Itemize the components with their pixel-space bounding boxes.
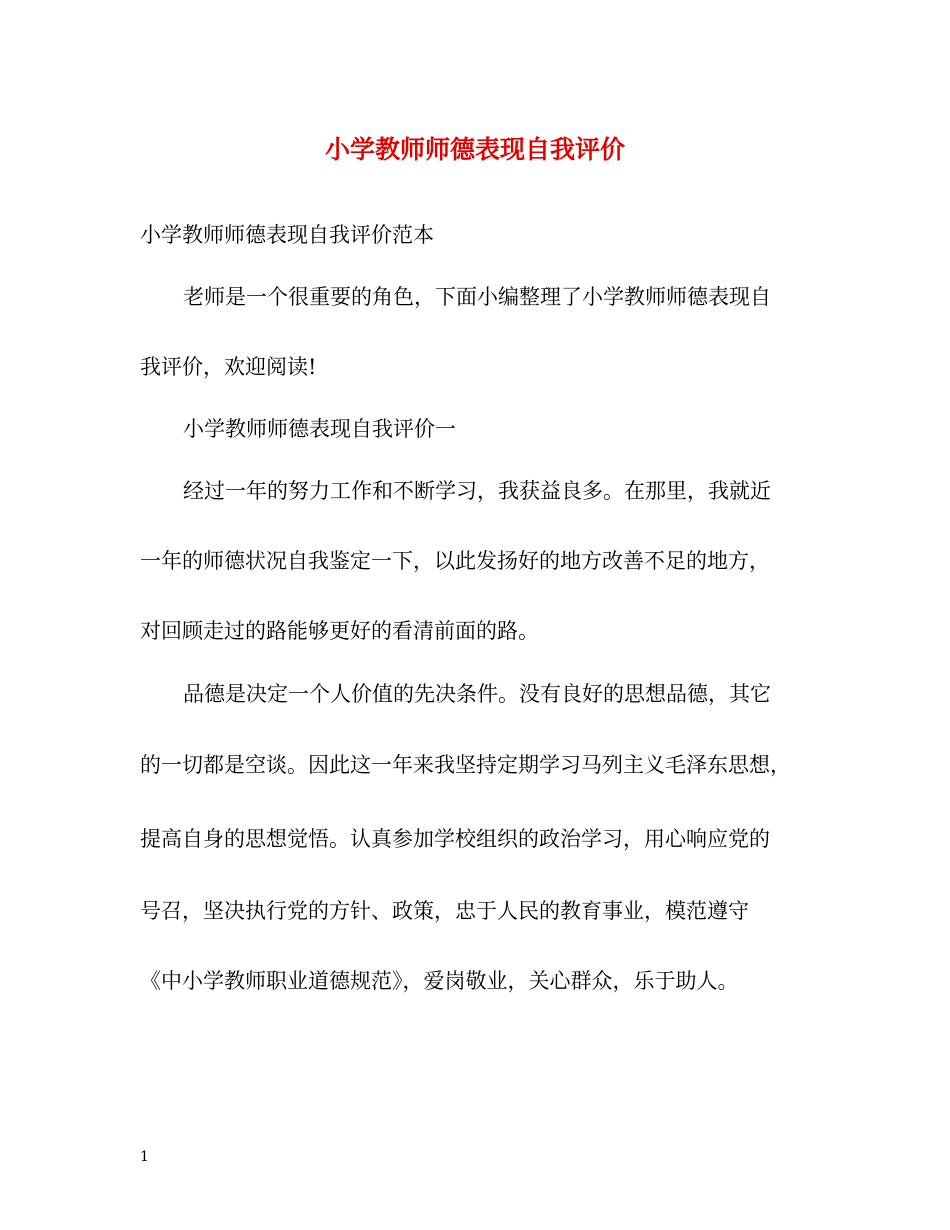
paragraph-line: 对回顾走过的路能够更好的看清前面的路。 [140, 619, 539, 643]
paragraph-line: 《中小学教师职业道德规范》，爱岗敬业，关心群众，乐于助人。 [140, 969, 739, 993]
section-heading: 小学教师师德表现自我评价一 [183, 417, 456, 441]
document-subtitle: 小学教师师德表现自我评价范本 [140, 223, 434, 247]
paragraph-line: 一年的师德状况自我鉴定一下，以此发扬好的地方改善不足的地方， [140, 549, 770, 573]
paragraph-line: 品德是决定一个人价值的先决条件。没有良好的思想品德，其它 [183, 682, 771, 706]
paragraph-line: 老师是一个很重要的角色，下面小编整理了小学教师师德表现自 [183, 285, 771, 309]
paragraph-line: 提高自身的思想觉悟。认真参加学校组织的政治学习，用心响应党的 [140, 827, 770, 851]
paragraph-line: 我评价，欢迎阅读! [140, 355, 317, 379]
paragraph-line: 的一切都是空谈。因此这一年来我坚持定期学习马列主义毛泽东思想， [140, 753, 791, 777]
page-title: 小学教师师德表现自我评价 [324, 135, 625, 164]
paragraph-line: 经过一年的努力工作和不断学习，我获益良多。在那里，我就近 [183, 479, 771, 503]
page-number: 1 [140, 1149, 149, 1165]
paragraph-line: 号召，坚决执行党的方针、政策，忠于人民的教育事业，模范遵守 [140, 899, 749, 923]
